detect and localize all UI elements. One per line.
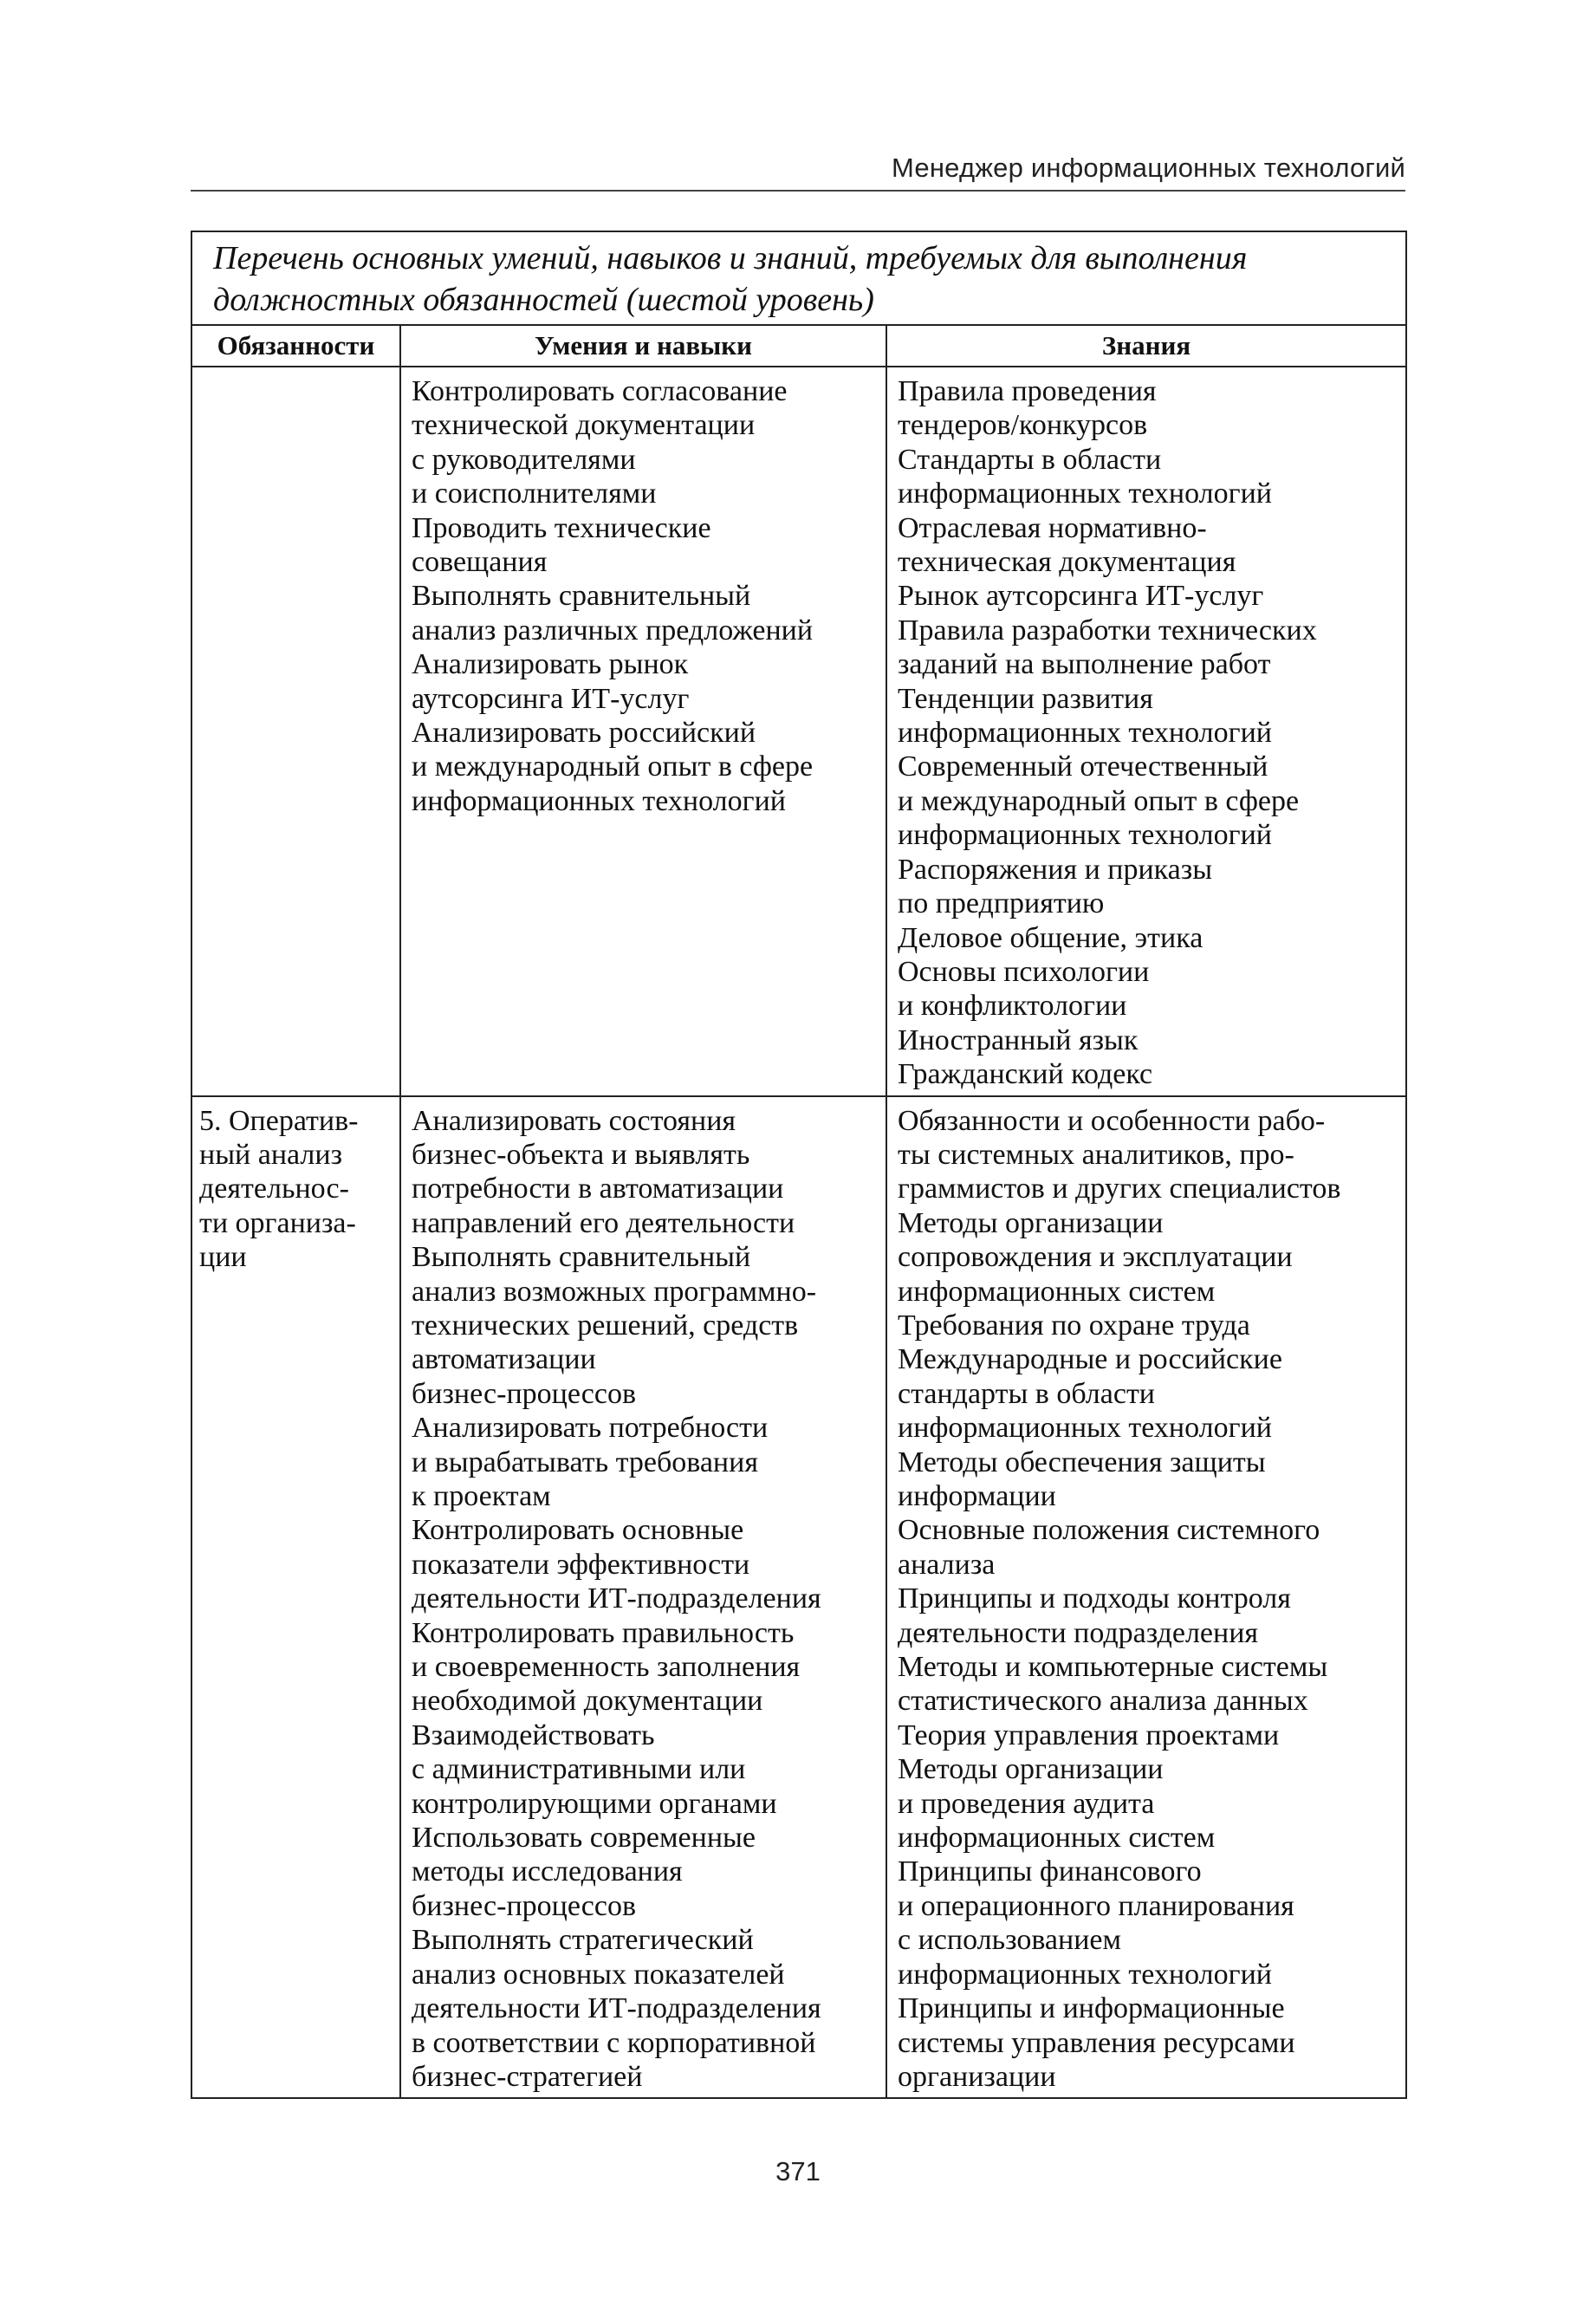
cell-line: Взаимодействовать bbox=[412, 1719, 655, 1751]
cell-line: Международные и российские bbox=[898, 1343, 1282, 1376]
cell-line: Анализировать российский bbox=[412, 717, 756, 750]
cell-line: показатели эффективности bbox=[412, 1548, 750, 1581]
cell-line: и международный опыт в сфере bbox=[898, 784, 1300, 817]
cell-line: информационных технологий bbox=[898, 1958, 1272, 1991]
cell-line: деятельности подразделения bbox=[898, 1616, 1259, 1649]
cell-line: ный анализ bbox=[199, 1138, 343, 1171]
cell-line: Анализировать рынок bbox=[412, 648, 689, 681]
cell-line: информации bbox=[898, 1480, 1056, 1512]
cell-line: статистического анализа данных bbox=[898, 1685, 1308, 1718]
cell-line: аутсорсинга ИТ-услуг bbox=[412, 682, 690, 715]
cell-line: методы исследования bbox=[412, 1855, 683, 1888]
cell-line: Анализировать состояния bbox=[412, 1104, 736, 1137]
cell-line: Контролировать правильность bbox=[412, 1616, 795, 1649]
cell-line: Деловое общение, этика bbox=[898, 921, 1203, 954]
cell-line: деятельнос- bbox=[199, 1173, 349, 1205]
cell-duty bbox=[191, 367, 400, 1096]
cell-line: Методы организации bbox=[898, 1206, 1164, 1239]
cell-line: ти организа- bbox=[199, 1206, 356, 1239]
cell-duty bbox=[191, 1096, 400, 2099]
cell-line: граммистов и других специалистов bbox=[898, 1173, 1341, 1205]
cell-line: технических решений, средств bbox=[412, 1309, 799, 1342]
cell-knowledge bbox=[886, 367, 1406, 1096]
cell-line: бизнес-стратегией bbox=[412, 2060, 643, 2093]
column-header-duties: Обязанности bbox=[191, 325, 400, 367]
cell-line: техническая документация bbox=[898, 546, 1236, 579]
cell-line: Правила разработки технических bbox=[898, 614, 1317, 646]
cell-line: бизнес-объекта и выявлять bbox=[412, 1138, 750, 1171]
cell-skills bbox=[400, 1096, 886, 2099]
cell-knowledge bbox=[886, 1096, 1406, 2099]
table-row bbox=[191, 1096, 1406, 2099]
cell-line: анализ основных показателей bbox=[412, 1958, 785, 1991]
cell-line: организации bbox=[898, 2060, 1056, 2093]
cell-line: системы управления ресурсами bbox=[898, 2026, 1295, 2059]
cell-line: анализ различных предложений bbox=[412, 614, 814, 646]
cell-line: анализа bbox=[898, 1548, 996, 1581]
cell-line: информационных технологий bbox=[412, 784, 786, 817]
cell-line: направлений его деятельности bbox=[412, 1206, 795, 1239]
column-header-skills: Умения и навыки bbox=[400, 325, 886, 367]
cell-line: с руководителями bbox=[412, 443, 636, 476]
cell-line: ции bbox=[199, 1241, 247, 1274]
cell-line: Основные положения системного bbox=[898, 1514, 1320, 1547]
cell-line: Обязанности и особенности рабо- bbox=[898, 1104, 1326, 1137]
cell-line: совещания bbox=[412, 546, 548, 579]
cell-line: Принципы и информационные bbox=[898, 1992, 1285, 2025]
caption-line: должностных обязанностей (шестой уровень) bbox=[213, 282, 874, 318]
skills-table bbox=[191, 231, 1407, 2099]
page-number: 371 bbox=[775, 2156, 821, 2186]
cell-line: Выполнять сравнительный bbox=[412, 580, 751, 613]
cell-line: Проводить технические bbox=[412, 511, 711, 544]
cell-line: информационных технологий bbox=[898, 478, 1272, 510]
cell-line: контролирующими органами bbox=[412, 1787, 777, 1820]
cell-line: Стандарты в области bbox=[898, 443, 1162, 476]
cell-line: тендеров/конкурсов bbox=[898, 409, 1148, 442]
cell-line: технической документации bbox=[412, 409, 756, 442]
cell-line: Иностранный язык bbox=[898, 1023, 1139, 1056]
cell-line: Правила проведения bbox=[898, 375, 1157, 407]
cell-line: Тенденции развития bbox=[898, 682, 1153, 715]
cell-line: Использовать современные bbox=[412, 1822, 756, 1855]
cell-line: стандарты в области bbox=[898, 1377, 1156, 1410]
column-header-knowledge: Знания bbox=[886, 325, 1406, 367]
cell-line: Методы организации bbox=[898, 1753, 1164, 1786]
cell-line: анализ возможных программно- bbox=[412, 1275, 817, 1308]
header-rule bbox=[191, 190, 1405, 192]
cell-line: Отраслевая нормативно- bbox=[898, 511, 1207, 544]
cell-line: бизнес-процессов bbox=[412, 1889, 637, 1922]
cell-line: информационных технологий bbox=[898, 819, 1272, 852]
cell-line: по предприятию bbox=[898, 887, 1105, 920]
cell-line: Контролировать основные bbox=[412, 1514, 744, 1547]
cell-line: бизнес-процессов bbox=[412, 1377, 637, 1410]
caption-line: Перечень основных умений, навыков и знаний, требуемых для выполнения bbox=[213, 240, 1248, 276]
cell-line: Принципы финансового bbox=[898, 1855, 1202, 1888]
cell-line: Выполнять сравнительный bbox=[412, 1241, 751, 1274]
cell-skills bbox=[400, 367, 886, 1096]
cell-line: деятельности ИТ-подразделения bbox=[412, 1582, 821, 1615]
cell-line: в соответствии с корпоративной bbox=[412, 2026, 816, 2059]
cell-line: информационных систем bbox=[898, 1822, 1216, 1855]
cell-line: и операционного планирования bbox=[898, 1889, 1294, 1922]
cell-line: и международный опыт в сфере bbox=[412, 750, 814, 783]
cell-line: ты системных аналитиков, про- bbox=[898, 1138, 1294, 1171]
cell-line: с использованием bbox=[898, 1924, 1122, 1957]
cell-line: Основы психологии bbox=[898, 955, 1150, 988]
cell-line: Требования по охране труда bbox=[898, 1309, 1250, 1342]
cell-line: Выполнять стратегический bbox=[412, 1924, 754, 1957]
cell-line: Анализировать потребности bbox=[412, 1412, 769, 1445]
cell-line: сопровождения и эксплуатации bbox=[898, 1241, 1293, 1274]
cell-line: автоматизации bbox=[412, 1343, 596, 1376]
cell-line: и соисполнителями bbox=[412, 478, 657, 510]
table-body bbox=[191, 367, 1406, 2098]
cell-line: к проектам bbox=[412, 1480, 551, 1512]
table-caption bbox=[191, 231, 1406, 325]
cell-line: 5. Оператив- bbox=[199, 1104, 359, 1137]
cell-line: Теория управления проектами bbox=[898, 1719, 1280, 1751]
cell-line: Современный отечественный bbox=[898, 750, 1268, 783]
cell-line: Распоряжения и приказы bbox=[898, 853, 1213, 886]
cell-line: Рынок аутсорсинга ИТ-услуг bbox=[898, 580, 1264, 613]
cell-line: деятельности ИТ-подразделения bbox=[412, 1992, 821, 2025]
table-row bbox=[191, 367, 1406, 1096]
cell-line: потребности в автоматизации bbox=[412, 1173, 784, 1205]
cell-line: Принципы и подходы контроля bbox=[898, 1582, 1291, 1615]
running-header: Менеджер информационных технологий bbox=[892, 153, 1405, 183]
cell-line: и своевременность заполнения bbox=[412, 1651, 801, 1684]
cell-line: с административными или bbox=[412, 1753, 746, 1786]
cell-line: информационных систем bbox=[898, 1275, 1216, 1308]
cell-line: и проведения аудита bbox=[898, 1787, 1155, 1820]
cell-line: Контролировать согласование bbox=[412, 375, 788, 407]
cell-line: Методы обеспечения защиты bbox=[898, 1446, 1266, 1478]
cell-line: Гражданский кодекс bbox=[898, 1058, 1153, 1091]
cell-line: информационных технологий bbox=[898, 717, 1272, 750]
cell-line: Методы и компьютерные системы bbox=[898, 1651, 1328, 1684]
cell-line: и вырабатывать требования bbox=[412, 1446, 758, 1478]
cell-line: необходимой документации bbox=[412, 1685, 763, 1718]
cell-line: информационных технологий bbox=[898, 1412, 1272, 1445]
cell-line: заданий на выполнение работ bbox=[898, 648, 1271, 681]
cell-line: и конфликтологии bbox=[898, 990, 1127, 1023]
